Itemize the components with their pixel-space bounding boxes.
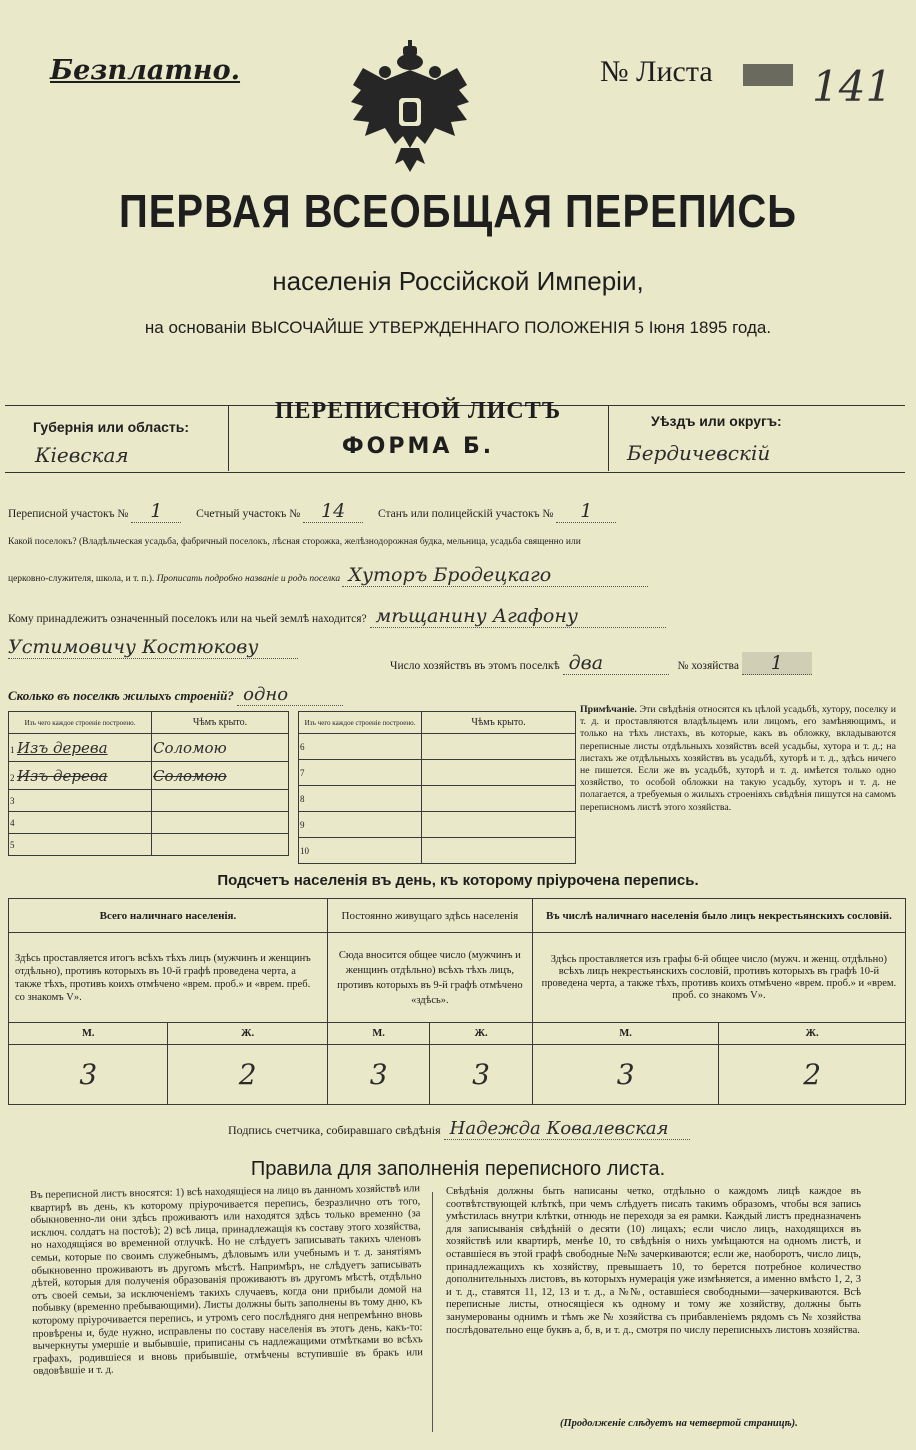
nonpeasant-m-value: 3 (532, 1045, 719, 1105)
settlement-row (8, 564, 898, 587)
settlement-value: Хуторъ Бродецкаго (342, 564, 648, 587)
buildings-table-left (8, 711, 289, 856)
signature-row (228, 1118, 690, 1140)
present-f-value: 2 (168, 1045, 327, 1105)
rules-title: Правила для заполненія переписного листа. (250, 1158, 666, 1180)
nonpeasant-m-label: М. (532, 1023, 719, 1045)
buildings-label: Сколько въ поселкѣ жилыхъ строеній? (8, 688, 234, 703)
owner-label: Кому принадлежитъ означенный поселокъ или на чьей землѣ находится? (8, 613, 367, 625)
rules-continued: (Продолженіе слѣдуетъ на четвертой страницѣ). (560, 1418, 798, 1429)
permanent-m-label: М. (327, 1023, 429, 1045)
form-name: ФОРМА Б. (341, 434, 495, 459)
present-m-value: 3 (9, 1045, 168, 1105)
table-row: 5 (9, 834, 289, 856)
permanent-f-value: 3 (430, 1045, 532, 1105)
col-material-header: Изъ чего каждое строеніе построено. (299, 712, 422, 734)
table-row: 6 (299, 734, 576, 760)
note-title: Примѣчаніе. (580, 704, 637, 715)
signature-value: Надежда Ковалевская (444, 1118, 690, 1140)
present-population-header: Всего наличнаго населенія. (9, 899, 328, 933)
counting-district-label: Счетный участокъ № (196, 508, 301, 520)
sheet-number-value: 141 (812, 62, 893, 111)
settlement-label-2: церковно-служителя, школа, и т. п.). (8, 574, 155, 584)
province-label: Губернія или область: (33, 419, 190, 435)
rules-right-column: Свѣдѣнія должны быть написаны четко, отдѣльно о каждомъ лицѣ каждое въ соотвѣтствующей клѣткѣ, при чемъ слѣдуетъ писать такимъ образомъ, чтобы вся запись умѣстилась внутри клѣтки, отнюдь не переходя за ея рамки. Каждый листъ предназначенъ для записыванія свѣдѣній о десяти (10) лицахъ; если число лицъ, находящихся въ хозяйствѣ или квартирѣ, менѣе 10, то свѣдѣнія о нихъ умѣщаются на одномъ листѣ, и оставшіеся въ этой графѣ свободные №№ зачеркиваются; если же, наоборотъ, число лицъ, принадлежащихъ къ хозяйству, превышаетъ 10, то берется потребное количество дополнительныхъ листовъ, въ которыхъ нумерація уже измѣняется, а именно вмѣсто 1, 2, 3 и т. д., ставятся 11, 12, 13 и т. д., а №№, оставшіеся свободными—зачеркиваются. Всѣ переписные листы, относящіеся къ одному и тому же хозяйству, должны быть занумерованы однимъ и тѣмъ же № хозяйства съ прибавленіемъ рядомъ съ № хозяйства послѣдовательно еще буквъ а, б, в, и т. д., смотря по числу переписныхъ листовъ хозяйства. (446, 1186, 861, 1336)
permanent-m-value: 3 (327, 1045, 429, 1105)
note-block (580, 704, 896, 814)
province-box (5, 405, 229, 471)
owner-value-line2: Устимовичу Костюкову (8, 636, 298, 659)
permanent-population-description: Сюда вносится общее число (мужчинъ и женщинъ отдѣльно) всѣхъ тѣхъ лицъ, противъ которыхъ въ 9-й графѣ отмѣчено «здѣсь». (327, 933, 532, 1023)
nonpeasant-f-value: 2 (719, 1045, 906, 1105)
district-label: Уѣздъ или округъ: (651, 413, 782, 429)
nonpeasant-header: Въ числѣ наличнаго населенія было лицъ некрестьянскихъ сословій. (532, 899, 905, 933)
rules-left-column: Въ переписной листъ вносятся: 1) всѣ находящіеся на лицо въ данномъ хозяйствѣ или квартирѣ въ день, къ которому пріурочивается перепись, безразлично отъ того, обыкновенно-ли они здѣсь проживаютъ или находятся здѣсь только временно (за исключ. солдатъ на постоѣ); 2) всѣ лица, принадлежащія къ составу этого хозяйства, но находящіяся во временной отлучкѣ. Но не слѣдуетъ записывать такихъ членовъ семьи, которые по своимъ служебнымъ, дѣловымъ или учебнымъ и т. д. занятіямъ обыкновенно проживаютъ въ другомъ мѣстѣ. Напримѣръ, не слѣдуетъ записывать дѣтей, которыя для полученія образованія проживаютъ въ другомъ мѣстѣ, отдѣльно отъ своей семьи, за исключеніемъ такихъ случаевъ, когда они прибыли домой на побывку (временно пребывающими). Листы должны быть заполнены въ тому дню, къ которому пріурочивается перепись, и утромъ сего послѣдняго дня непремѣнно вновь провѣрены и, буде нужно, исправлены по составу населенія въ этотъ день, какъ-то: вычеркнуты умершіе и выбывшіе, приписаны съ надлежащими отмѣтками во всѣхъ графахъ, родившіеся и вновь прибывшіе, отмѣчены вступившіе въ бракъ или овдовѣвшіе и т. д. (30, 1183, 423, 1378)
buildings-row (8, 684, 343, 706)
census-district-value: 1 (131, 500, 181, 523)
buildings-table-right (298, 711, 576, 864)
households-label: Число хозяйствъ въ этомъ поселкѣ (390, 660, 560, 672)
table-row: 4 (9, 812, 289, 834)
census-district-row (8, 500, 903, 523)
col-roof-header: Чѣмъ крыто. (422, 712, 576, 734)
col-roof-header: Чѣмъ крыто. (152, 712, 289, 734)
nonpeasant-description: Здѣсь проставляется изъ графы 6-й общее число (мужч. и женщ. отдѣльно) всѣхъ лицъ некрестьянскихъ сословій, противъ которыхъ въ графѣ 10-й проведена черта, а также тѣхъ, противъ коихъ отмѣчено «врем. проб.» и «врем. проб. со знакомъ V». (532, 933, 905, 1023)
sheet-number-label: № Листа (600, 55, 713, 88)
owner-row (8, 605, 898, 628)
households-row (390, 652, 900, 675)
population-heading: Подсчетъ населенія въ день, къ которому пріурочена перепись. (217, 872, 699, 889)
table-row: 10 (299, 838, 576, 864)
permanent-population-header: Постоянно живущаго здѣсь населенія (327, 899, 532, 933)
table-row: 9 (299, 812, 576, 838)
present-f-label: Ж. (168, 1023, 327, 1045)
province-value: Кіевская (35, 443, 129, 467)
rules-divider (432, 1192, 433, 1432)
households-value: два (563, 652, 669, 675)
sheet-number-stamp (743, 64, 793, 86)
form-subtitle: населенія Россійской Имперіи, (272, 266, 644, 296)
district-value: Бердичевскій (627, 441, 771, 465)
col-material-header: Изъ чего каждое строеніе построено. (9, 712, 152, 734)
note-text: Эти свѣдѣнія относятся къ цѣлой усадьбѣ, хутору, поселку и т. д. и проставляются владѣльцемъ или лицомъ, его замѣняющимъ, и только на тѣхъ листахъ, въ которые, какъ въ обложку, вкладываются переписные листы отдѣльныхъ хозяйствъ всей усадьбы, хутора и т. д.; на листахъ же отдѣльныхъ хозяйствъ въ усадьбѣ, хуторѣ и т. д., здѣсь ничего не пишется. Если же въ усадьбѣ, хуторѣ и т. д. имѣется только одно хозяйство, то особой обложки на такую усадьбу, хуторъ и т. д. не полагается, а требуемыя о жилыхъ строеніяхъ свѣдѣнія пишутся на самомъ переписномъ листѣ этого хозяйства. (580, 704, 896, 813)
household-number-value: 1 (742, 652, 812, 675)
settlement-label: Какой поселокъ? (Владѣльческая усадьба, фабричный поселокъ, лѣсная сторожка, желѣзнодорожная будка, мельница, усадьба священно или (8, 537, 581, 547)
form-legal-basis: на основаніи ВЫСОЧАЙШЕ УТВЕРЖДЕННАГО ПОЛОЖЕНІЯ 5 Іюня 1895 года. (144, 318, 772, 337)
form-main-title: ПЕРВАЯ ВСЕОБЩАЯ ПЕРЕПИСЬ (119, 186, 797, 238)
nonpeasant-f-label: Ж. (719, 1023, 906, 1045)
population-table (8, 898, 906, 1105)
counting-district-value: 14 (303, 500, 363, 523)
signature-label: Подпись счетчика, собиравшаго свѣдѣнія (228, 1123, 441, 1137)
table-row: 3 (9, 790, 289, 812)
permanent-f-label: Ж. (430, 1023, 532, 1045)
stan-label: Станъ или полицейскій участокъ № (377, 508, 554, 520)
present-m-label: М. (9, 1023, 168, 1045)
double-headed-eagle-icon (345, 40, 475, 175)
table-row: 8 (299, 786, 576, 812)
table-row: 1 Изъ дерева Соломою (9, 734, 289, 762)
buildings-value: одно (237, 684, 343, 706)
present-population-description: Здѣсь проставляется итогъ всѣхъ тѣхъ лицъ (мужчинъ и женщинъ отдѣльно), противъ которыхъ въ 10-й графѣ проведена черта, а также тѣхъ, противъ коихъ отмѣчено «врем. проб.» и «врем. преб. со знакомъ V». (9, 933, 328, 1023)
census-district-label: Переписной участокъ № (8, 508, 129, 520)
table-row: 2 Изъ дерева Соломою (9, 762, 289, 790)
district-box (608, 405, 906, 471)
free-label: Безплатно. (50, 55, 241, 86)
household-number-label: № хозяйства (677, 660, 739, 672)
sheet-title: ПЕРЕПИСНОЙ ЛИСТЪ (274, 398, 562, 424)
table-row: 7 (299, 760, 576, 786)
settlement-instruction: Прописать подробно названіе и родъ поселка (156, 574, 341, 584)
owner-value-line1: мѣщанину Агафону (370, 605, 666, 628)
stan-value: 1 (556, 500, 616, 523)
